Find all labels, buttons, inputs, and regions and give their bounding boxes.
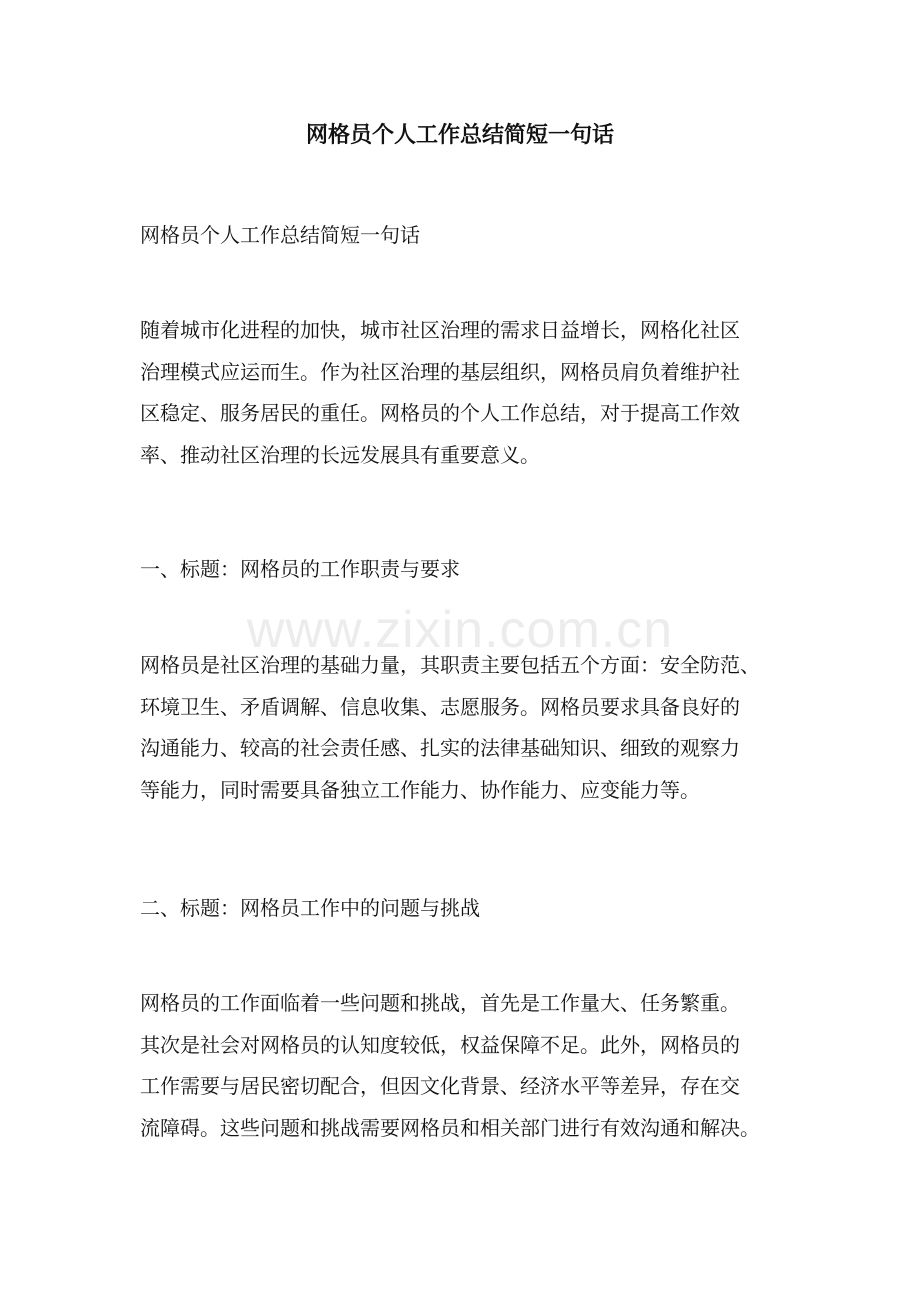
section-heading-text: 二、标题：网格员工作中的问题与挑战 (140, 896, 480, 920)
challenges-paragraph (140, 983, 790, 1150)
paragraph-line: 工作需要与居民密切配合，但因文化背景、经济水平等差异，存在交 (140, 1074, 740, 1099)
paragraph-line: 区稳定、服务居民的重任。网格员的个人工作总结，对于提高工作效 (140, 401, 740, 426)
paragraph-line: 随着城市化进程的加快，城市社区治理的需求日益增长，网格化社区 (140, 318, 740, 342)
document-title: 网格员个人工作总结简短一句话 (305, 122, 614, 148)
intro-paragraph (140, 310, 790, 477)
paragraph-line: 流障碍。这些问题和挑战需要网格员和相关部门进行有效沟通和解决。 (140, 1116, 760, 1141)
watermark: www.zixin.com.cn (246, 601, 674, 659)
paragraph-line: 等能力，同时需要具备独立工作能力、协作能力、应变能力等。 (140, 778, 700, 803)
subtitle-line: 网格员个人工作总结简短一句话 (140, 223, 420, 247)
paragraph-line: 沟通能力、较高的社会责任感、扎实的法律基础知识、细致的观察力 (140, 736, 740, 761)
paragraph-line: 治理模式应运而生。作为社区治理的基层组织，网格员肩负着维护社 (140, 359, 740, 384)
section-heading-text: 一、标题：网格员的工作职责与要求 (140, 557, 460, 581)
paragraph-line: 网格员的工作面临着一些问题和挑战，首先是工作量大、任务繁重。 (140, 991, 740, 1015)
section-heading-1 (140, 549, 790, 591)
duties-paragraph (140, 645, 790, 812)
paragraph-line: 环境卫生、矛盾调解、信息收集、志愿服务。网格员要求具备良好的 (140, 694, 740, 719)
paragraph-line: 率、推动社区治理的长远发展具有重要意义。 (140, 443, 540, 468)
section-heading-2 (140, 888, 790, 930)
paragraph-line: 网格员是社区治理的基础力量，其职责主要包括五个方面：安全防范、 (140, 653, 760, 677)
paragraph-line: 其次是社会对网格员的认知度较低，权益保障不足。此外，网格员的 (140, 1032, 740, 1057)
document-subtitle (140, 215, 790, 257)
